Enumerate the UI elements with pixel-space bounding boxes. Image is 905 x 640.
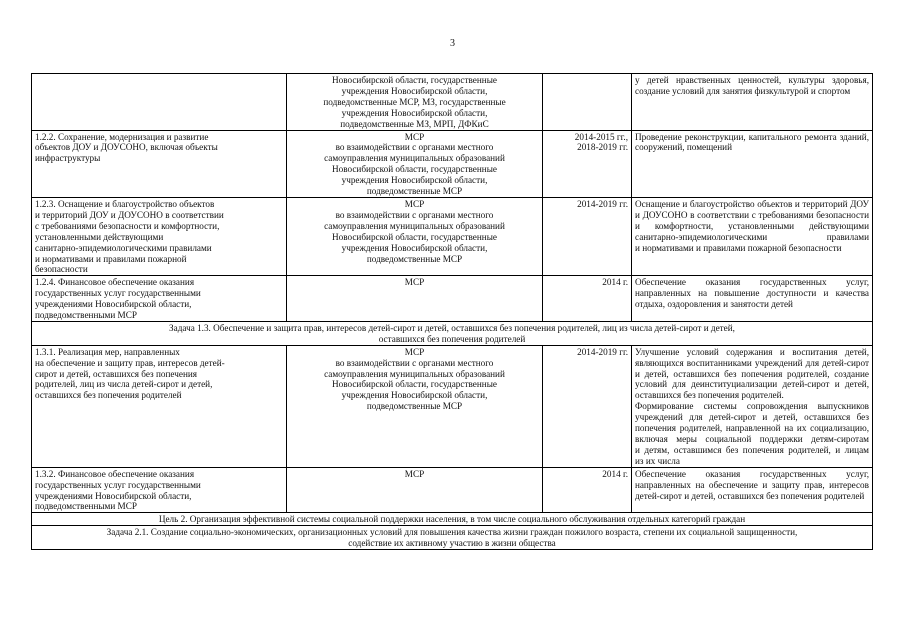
text-line: Формирование системы сопровождения выпускников <box>635 401 869 412</box>
text-line: самоуправления муниципальных образований <box>324 220 505 231</box>
text-line: оставшихся без попечения родителей. <box>635 390 784 401</box>
text-line: 2014 г. <box>602 468 628 479</box>
text-line: 2014-2019 гг. <box>577 346 628 357</box>
text-line: 1.2.3. Оснащение и благоустройство объектов <box>35 198 215 209</box>
text-line: Проведение реконструкции, капитального ремонта зданий, <box>635 131 869 142</box>
expected-result-cell <box>632 130 873 197</box>
text-line: Обеспечение оказания государственных услуг, <box>635 468 869 479</box>
measure-name-cell <box>32 345 287 467</box>
expected-result-cell <box>632 467 873 513</box>
measure-name-cell <box>32 467 287 513</box>
measure-row <box>32 345 873 467</box>
text-line: сооружений, помещений <box>635 142 732 153</box>
page-number: 3 <box>450 38 455 49</box>
text-line: родителей, лиц из числа детей-сирот и детей, <box>35 379 213 390</box>
responsible-executor-cell <box>287 345 543 467</box>
text-line: сирот и детей, оставшихся без попечения <box>35 368 198 379</box>
text-line: санитарно-эпидемиологическими правилами <box>635 231 869 242</box>
text-line: учреждения Новосибирской области, <box>341 107 488 118</box>
text-line: и комфортности, установленными действующими <box>635 220 869 231</box>
measure-row <box>32 276 873 322</box>
text-line: подведомственные МСР <box>366 253 463 264</box>
program-measures-table <box>31 73 873 550</box>
text-line: учреждений для детей-сирот и детей, оставшихся без <box>635 412 869 423</box>
text-line: МСР <box>404 131 425 142</box>
responsible-executor-cell <box>287 467 543 513</box>
section-heading-row <box>32 526 873 550</box>
responsible-executor-cell <box>287 197 543 275</box>
text-line: являющихся воспитанниками учреждений для детей-сирот <box>635 357 869 368</box>
measure-name-cell <box>32 74 287 131</box>
text-line: Новосибирской области, государственные <box>332 231 497 242</box>
text-line: во взаимодействии с органами местного <box>335 209 494 220</box>
text-line: 1.3.2. Финансовое обеспечение оказания <box>35 468 195 479</box>
text-line: подведомственные МСР <box>366 401 463 412</box>
text-line: во взаимодействии с органами местного <box>335 357 494 368</box>
text-line: включая меры социальной поддержки детям-сиротам <box>635 434 869 444</box>
text-line: учреждения Новосибирской области, <box>341 242 488 253</box>
expected-result-cell <box>632 74 873 131</box>
expected-result-cell <box>632 345 873 467</box>
expected-result-cell <box>632 276 873 322</box>
section-heading-row <box>32 513 873 526</box>
text-line: 2014-2019 гг. <box>577 198 628 209</box>
text-line: и территорий ДОУ и ДОУСОНО в соответствии <box>35 209 224 220</box>
text-line: с требованиями безопасности и комфортности, <box>35 220 220 231</box>
text-line: 2014 г. <box>602 277 628 288</box>
text-line: МСР <box>404 346 425 357</box>
timeframe-cell <box>543 467 632 513</box>
text-line: Задача 1.3. Обеспечение и защита прав, интересов детей-сирот и детей, оставшихся без попечения родителей, лиц из числа детей-сирот и детей, <box>169 322 735 333</box>
timeframe-cell <box>543 345 632 467</box>
section-heading <box>32 526 873 550</box>
text-line: подведомственные МЗ, МРП, ДФКиС <box>340 118 489 129</box>
responsible-executor-cell <box>287 276 543 322</box>
text-line: Новосибирской области, государственные <box>332 379 497 390</box>
table-body <box>32 74 873 550</box>
text-line: детей-сирот и детей, оставшихся без попечения родителей <box>635 490 865 501</box>
text-line: создание условий для занятия физкультурой и спортом <box>635 85 851 96</box>
measure-row <box>32 130 873 197</box>
text-line: государственных услуг государственными <box>35 479 201 490</box>
measure-name-cell <box>32 276 287 322</box>
text-line: государственных услуг государственными <box>35 288 201 299</box>
text-line: Цель 2. Организация эффективной системы социальной поддержки населения, в том числе социального обслуживания отдельных категорий граждан <box>158 514 746 525</box>
text-line: 1.3.1. Реализация мер, направленных <box>35 346 180 357</box>
text-line: объектов ДОУ и ДОУСОНО, включая объекты <box>35 142 218 153</box>
measure-row <box>32 467 873 513</box>
text-line: оставшихся без попечения родителей <box>35 390 182 401</box>
expected-result-cell <box>632 197 873 275</box>
text-line: Обеспечение оказания государственных услуг, <box>635 277 869 288</box>
text-line: и детям, оставшимся без попечения родителей, и лицам <box>635 444 869 455</box>
text-line: оставшихся без попечения родителей <box>378 333 526 344</box>
text-line: и нормативами и правилами пожарной безопасности <box>635 242 842 253</box>
text-line: 1.2.2. Сохранение, модернизация и развитие <box>35 131 209 142</box>
text-line: инфраструктуры <box>35 153 101 164</box>
text-line: учреждения Новосибирской области, <box>341 390 488 401</box>
text-line: Новосибирской области, государственные <box>332 75 497 85</box>
measure-name-cell <box>32 197 287 275</box>
measure-row <box>32 197 873 275</box>
text-line: направленных на обеспечение и защиту прав, интересов <box>635 479 869 490</box>
responsible-executor-cell <box>287 130 543 197</box>
timeframe-cell <box>543 130 632 197</box>
text-line: у детей нравственных ценностей, культуры здоровья, <box>635 75 869 85</box>
section-heading <box>32 321 873 345</box>
text-line: МСР <box>404 198 425 209</box>
timeframe-cell <box>543 74 632 131</box>
text-line: Оснащение и благоустройство объектов и территорий ДОУ <box>635 198 869 209</box>
section-heading-row <box>32 321 873 345</box>
text-line: 2014-2015 гг., <box>574 131 628 142</box>
text-line: 2018-2019 гг. <box>577 142 628 153</box>
text-line: санитарно-эпидемиологическими правилами <box>35 242 212 253</box>
text-line: учреждения Новосибирской области, <box>341 175 488 186</box>
text-line: отдыха, оздоровления и занятости детей <box>635 299 793 310</box>
text-line: самоуправления муниципальных образований <box>324 368 505 379</box>
text-line: Задача 2.1. Создание социально-экономических, организационных условий для повышения качества жизни граждан пожилого возраста, степени их социальной защищенности, <box>106 527 798 538</box>
text-line: Улучшение условий содержания и воспитания детей, <box>635 346 869 357</box>
text-line: из их числа <box>635 455 680 466</box>
text-line: во взаимодействии с органами местного <box>335 142 494 153</box>
text-line: самоуправления муниципальных образований <box>324 153 505 164</box>
text-line: МСР <box>404 277 425 288</box>
text-line: безопасности <box>35 264 88 275</box>
text-line: учреждениями Новосибирской области, <box>35 490 192 501</box>
text-line: направленных на повышение доступности и качества <box>635 288 869 299</box>
text-line: содействие их активному участию в жизни общества <box>348 538 556 549</box>
measure-name-cell <box>32 130 287 197</box>
timeframe-cell <box>543 276 632 322</box>
text-line: попечения родителей, направленной на их социализацию, <box>635 423 869 434</box>
text-line: 1.2.4. Финансовое обеспечение оказания <box>35 277 195 288</box>
section-heading <box>32 513 873 526</box>
timeframe-cell <box>543 197 632 275</box>
text-line: МСР <box>404 468 425 479</box>
text-line: подведомственными МСР <box>35 310 137 321</box>
text-line: учреждения Новосибирской области, <box>341 85 488 96</box>
text-line: на обеспечение и защиту прав, интересов детей- <box>35 357 225 368</box>
text-line: условий для деинституциализации детей-сирот и детей, <box>635 379 869 390</box>
text-line: Новосибирской области, государственные <box>332 164 497 175</box>
text-line: подведомственные МСР <box>366 186 463 197</box>
text-line: установленными действующими <box>35 231 164 242</box>
text-line: и детей, оставшихся без попечения родителей, создание <box>635 368 869 379</box>
text-line: подведомственными МСР <box>35 501 137 512</box>
text-line: и ДОУСОНО в соответствии с требованиями безопасности <box>635 209 869 220</box>
text-line: учреждениями Новосибирской области, <box>35 299 192 310</box>
measure-row <box>32 74 873 131</box>
text-line: и нормативами и правилами пожарной <box>35 253 187 264</box>
text-line: подведомственные МСР, МЗ, государственные <box>323 96 506 107</box>
responsible-executor-cell <box>287 74 543 131</box>
